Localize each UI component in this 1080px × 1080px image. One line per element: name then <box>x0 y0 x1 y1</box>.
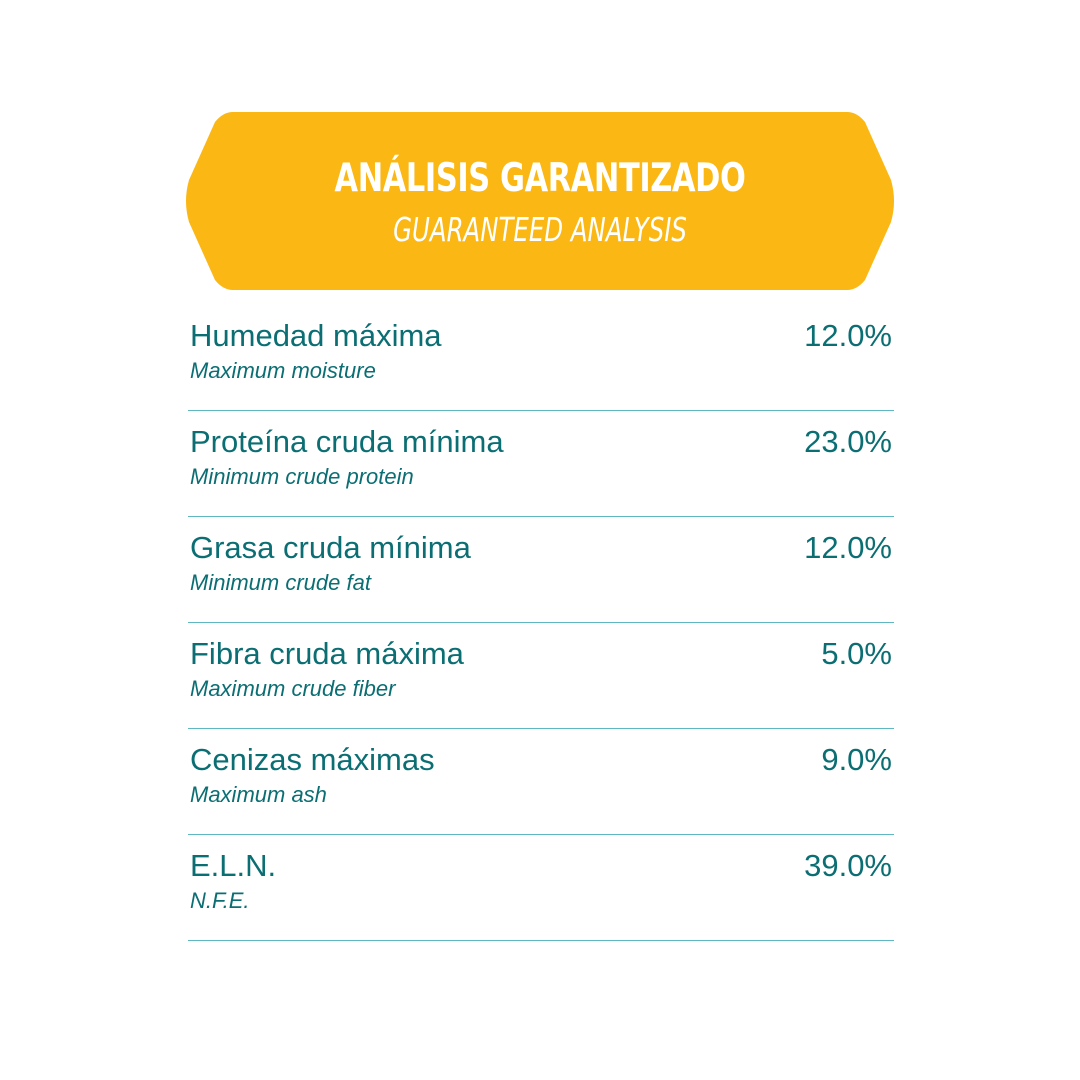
row-label-english: Maximum ash <box>190 782 327 807</box>
analysis-row-nfe <box>188 835 894 941</box>
analysis-row-moisture <box>188 305 894 411</box>
row-value: 12.0% <box>804 530 892 565</box>
row-label-spanish: E.L.N. <box>190 848 277 883</box>
row-value: 5.0% <box>821 636 892 671</box>
row-label-english: Minimum crude protein <box>190 464 414 489</box>
banner-subtitle: GUARANTEED ANALYSIS <box>393 210 687 249</box>
analysis-table <box>188 305 894 941</box>
analysis-row-protein <box>188 411 894 517</box>
row-value: 9.0% <box>821 742 892 777</box>
analysis-row-fiber <box>188 623 894 729</box>
row-label-english: Maximum moisture <box>190 358 376 383</box>
row-label-spanish: Cenizas máximas <box>190 742 435 777</box>
row-value: 23.0% <box>804 424 892 459</box>
row-label-english: N.F.E. <box>190 888 250 913</box>
analysis-row-ash <box>188 729 894 835</box>
row-label-spanish: Grasa cruda mínima <box>190 530 471 565</box>
row-label-english: Minimum crude fat <box>190 570 371 595</box>
banner-title: ANÁLISIS GARANTIZADO <box>334 156 746 201</box>
row-value: 39.0% <box>804 848 892 883</box>
row-label-spanish: Fibra cruda máxima <box>190 636 464 671</box>
row-label-spanish: Proteína cruda mínima <box>190 424 504 459</box>
analysis-row-fat <box>188 517 894 623</box>
banner-hexagon-shape <box>185 112 895 290</box>
guaranteed-analysis-banner <box>185 112 895 290</box>
row-label-spanish: Humedad máxima <box>190 318 442 353</box>
row-value: 12.0% <box>804 318 892 353</box>
row-label-english: Maximum crude fiber <box>190 676 396 701</box>
